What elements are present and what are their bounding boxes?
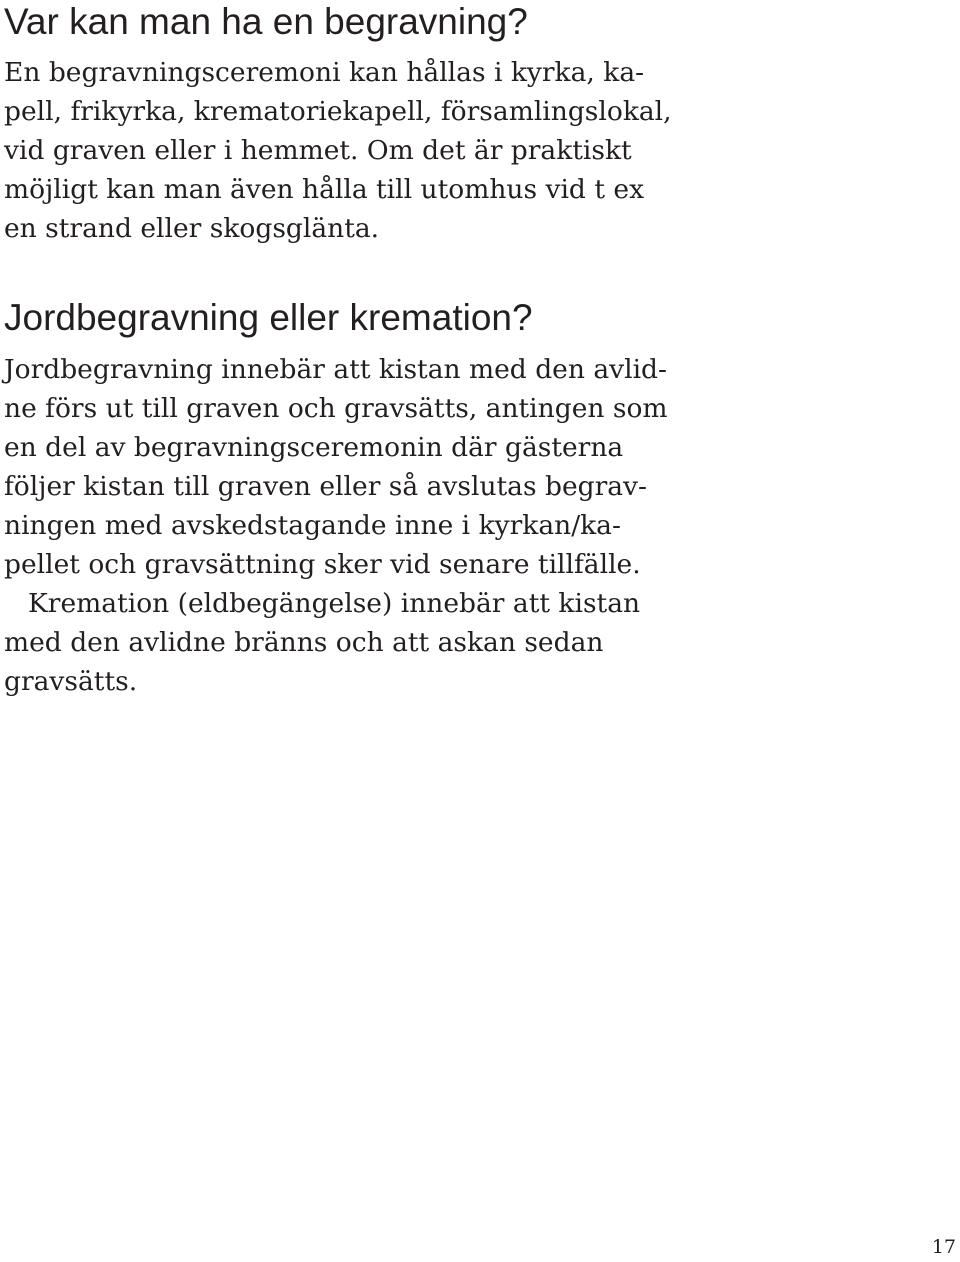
text-line: gravsätts. [4, 666, 138, 697]
text-line: pell, frikyrka, krematoriekapell, församlingslokal, [4, 96, 672, 127]
text-line: Jordbegravning innebär att kistan med den avlid- [4, 354, 667, 385]
text-line: en strand eller skogsglänta. [4, 213, 380, 244]
section-heading-burial-or-cremation: Jordbegravning eller kremation? [4, 297, 533, 338]
text-line: ningen med avskedstagande inne i kyrkan/ka- [4, 510, 621, 541]
paragraph-burial [4, 350, 668, 701]
text-line: ne förs ut till graven och gravsätts, antingen som [4, 393, 668, 424]
text-line: vid graven eller i hemmet. Om det är praktiskt [4, 135, 632, 166]
text-line: med den avlidne bränns och att askan sedan [4, 627, 604, 658]
page-number: 17 [931, 1236, 956, 1258]
text-line: följer kistan till graven eller så avslutas begrav- [4, 471, 647, 502]
text-line: Kremation (eldbegängelse) innebär att kistan [28, 588, 641, 619]
text-line: en del av begravningsceremonin där gästerna [4, 432, 624, 463]
section-heading-where: Var kan man ha en begravning? [4, 1, 528, 42]
text-line: pellet och gravsättning sker vid senare tillfälle. [4, 549, 641, 580]
paragraph-where [4, 53, 672, 248]
text-line: möjligt kan man även hålla till utomhus vid t ex [4, 174, 645, 205]
text-line: En begravningsceremoni kan hållas i kyrka, ka- [4, 57, 645, 88]
